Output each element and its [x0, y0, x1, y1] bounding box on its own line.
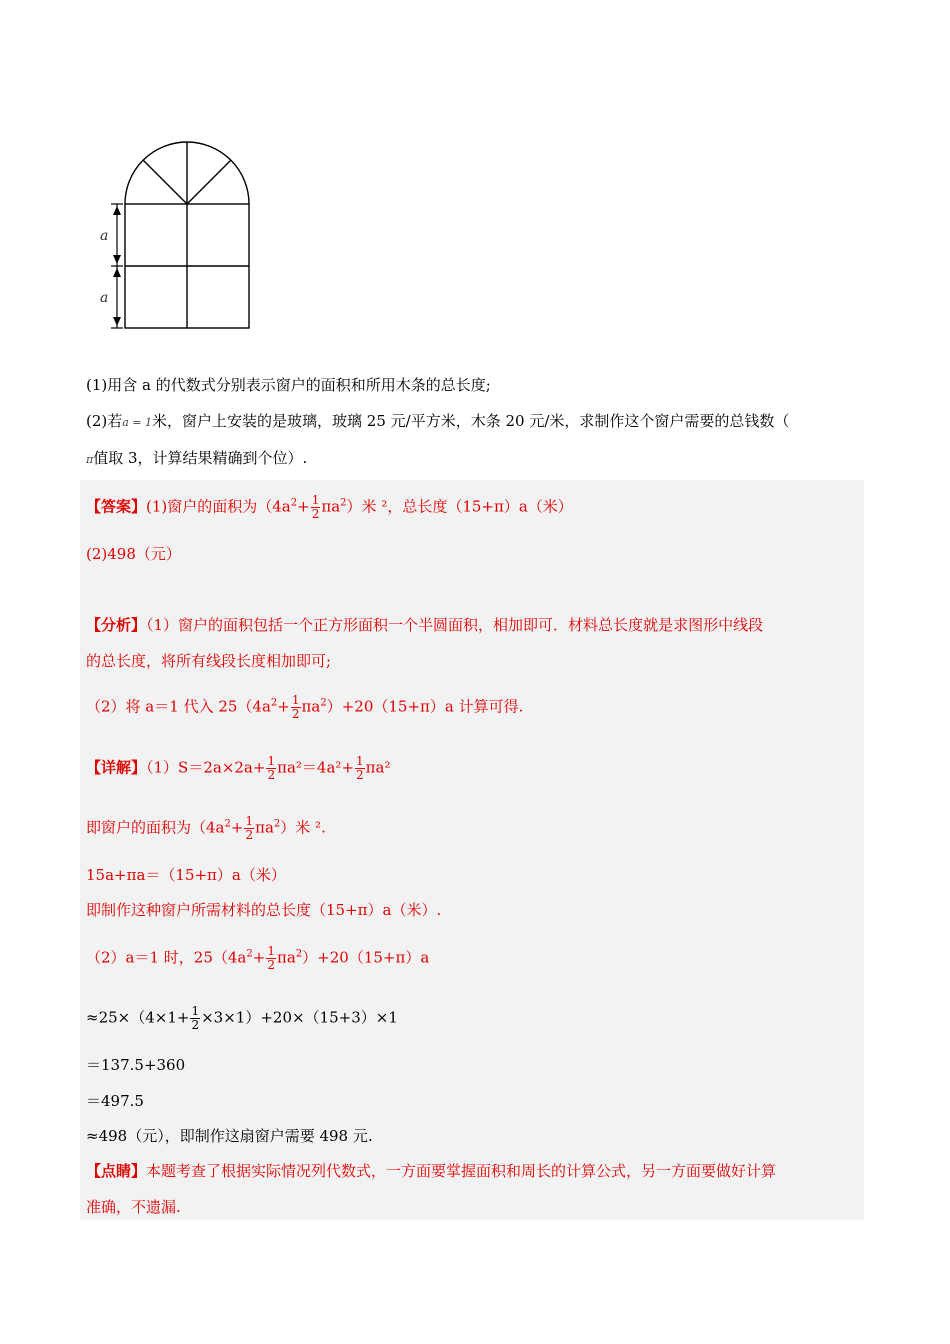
q2-rest: 米，窗户上安装的是玻璃，玻璃 25 元/平方米，木条 20 元/米，求制作这个窗户需要的总钱数（ [152, 412, 790, 430]
analysis-tag: 【分析】 [86, 616, 147, 634]
detail-6-prefix: ≈25×（4×1 [86, 1008, 177, 1027]
detail-1-mid: πa²＝4a² [277, 758, 342, 777]
fraction-half: $\frac{1}{2}$ [245, 814, 254, 842]
detail-6-suffix: ×3×1）+20×（15+3）×1 [201, 1008, 398, 1027]
detail-line-6: ≈25×（4×1+ $\frac{1}{2}$ ×3×1）+20×（15+3）×1 [86, 1004, 398, 1032]
detail-line-2: 即窗户的面积为（$4a^2+$ $\frac{1}{2}$ $\pi a^2$）米 ². [86, 814, 326, 842]
question-1: (1)用含 a 的代数式分别表示窗户的面积和所用木条的总长度; [86, 376, 491, 394]
analysis-line-2: 的总长度，将所有线段长度相加即可; [86, 652, 332, 670]
window-figure [95, 140, 265, 335]
analysis-3-mid: πa [301, 697, 321, 716]
detail-2-suffix: ）米 ². [280, 818, 326, 837]
label-a-bottom: a [100, 290, 109, 306]
detail-5-mid: πa [276, 948, 296, 967]
label-a-top: a [100, 228, 109, 244]
detail-line-3: 15a+πa＝（15+π）a（米） [86, 866, 286, 884]
detail-line-7: ＝137.5+360 [86, 1056, 186, 1074]
detail-2-prefix: 即窗户的面积为（4a [86, 818, 225, 837]
comment-tag: 【点睛】 [86, 1162, 147, 1180]
comment-line-2: 准确，不遗漏. [86, 1198, 181, 1216]
detail-line-1: 【详解】（1）S＝2a×2a+ $\frac{1}{2}$ πa²＝4a²+ $\frac{1}{2}$ πa² [86, 754, 391, 782]
analysis-line-1 [86, 614, 763, 636]
question-2-line-2 [86, 447, 307, 471]
detail-1-prefix: （1）S＝2a×2a [146, 758, 253, 777]
detail-line-8: ＝497.5 [86, 1092, 144, 1110]
a1-prefix: (1)窗户的面积为（4a [146, 497, 291, 516]
fraction-half: $\frac{1}{2}$ [267, 944, 275, 972]
a1-suffix: ）米 ²，总长度（15+π）a（米） [346, 497, 573, 516]
analysis-text-1: （1）窗户的面积包括一个正方形面积一个半圆面积，相加即可．材料总长度就是求图形中线段 [146, 616, 764, 634]
detail-1-suffix: πa² [365, 758, 391, 777]
detail-line-4: 即制作这种窗户所需材料的总长度（15+π）a（米）. [86, 901, 442, 919]
detail-5-suffix: ）+20（15+π）a [302, 948, 430, 967]
question-2 [86, 410, 789, 434]
fraction-half: $\frac{1}{2}$ [267, 754, 276, 782]
q2-small-expression: a = 1 [122, 416, 153, 429]
answer-box [80, 480, 864, 1220]
a1-mid: πa [321, 497, 341, 516]
comment-text-1: 本题考查了根据实际情况列代数式，一方面要掌握面积和周长的计算公式，另一方面要做好计算 [146, 1162, 777, 1180]
detail-line-9: ≈498（元），即制作这扇窗户需要 498 元. [86, 1127, 373, 1145]
detail-line-5: （2）a＝1 时，$25(4a^2+$ $\frac{1}{2}$ $\pi a^2)+20(15+\pi)a$ [86, 944, 430, 972]
fraction-half: $\frac{1}{2}$ [311, 493, 320, 521]
q2-line2-rest: 值取 3，计算结果精确到个位）. [93, 449, 308, 467]
pi-symbol: π [86, 453, 94, 466]
comment-line-1 [86, 1160, 776, 1182]
answer-line-1: 【答案】(1)窗户的面积为（$4a^2+$ $\frac{1}{2}$ $\pi a^2$）米 ²，总长度（15+π）a（米） [86, 493, 573, 521]
detail-5-prefix: （2）a＝1 时，25（4a [86, 948, 247, 967]
analysis-3-suffix: ）+20（15+π）a 计算可得. [326, 697, 524, 716]
q2-prefix: (2)若 [86, 412, 123, 430]
fraction-half: $\frac{1}{2}$ [191, 1004, 200, 1032]
answer-line-2: (2)498（元） [86, 545, 181, 563]
analysis-3-prefix: （2）将 a＝1 代入 25（4a [86, 697, 271, 716]
answer-tag: 【答案】 [86, 497, 147, 516]
fraction-half: $\frac{1}{2}$ [291, 693, 300, 721]
detail-tag: 【详解】 [86, 758, 147, 777]
analysis-line-3: （2）将 a＝1 代入 $25(4a^2+$ $\frac{1}{2}$ $\pi a^2)+20(15+\pi)a$ 计算可得. [86, 693, 524, 721]
fraction-half: $\frac{1}{2}$ [356, 754, 364, 782]
detail-2-mid: πa [255, 818, 274, 837]
